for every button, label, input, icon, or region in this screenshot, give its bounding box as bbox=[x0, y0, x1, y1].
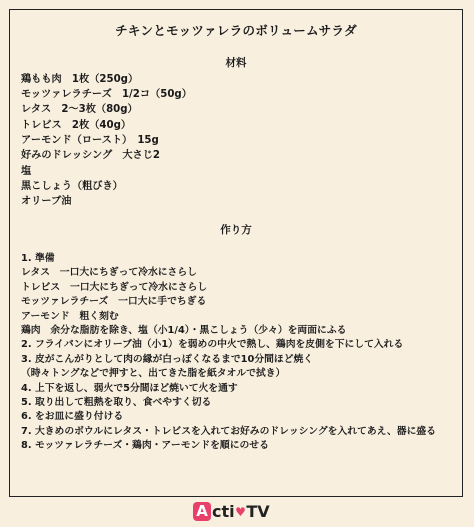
ingredients-list bbox=[21, 72, 456, 163]
step-line: アーモンド 粗く刻む bbox=[21, 310, 119, 322]
seasoning-item: オリーブ油 bbox=[21, 196, 72, 208]
step-line: 6. をお皿に盛り付ける bbox=[21, 411, 124, 423]
step-line: 1. 準備 bbox=[21, 253, 55, 264]
seasonings-list bbox=[21, 164, 123, 210]
step-line: 鶏肉 余分な脂肪を除き、塩（小1/4）・黒こしょう（少々）を両面にふる bbox=[21, 324, 347, 336]
ingredient-item: トレビス 2枚（40g） bbox=[21, 119, 132, 131]
step-line: 8. モッツァレラチーズ・鶏肉・アーモンドを順にのせる bbox=[21, 440, 269, 452]
method-heading: 作り方 bbox=[220, 224, 252, 236]
step-line: （時々トングなどで押すと、出てきた脂を紙タオルで拭き） bbox=[21, 368, 286, 380]
recipe-card bbox=[9, 9, 463, 497]
seasoning-item: 黒こしょう（粗びき） bbox=[21, 181, 123, 193]
ingredients-heading: 材料 bbox=[225, 57, 247, 69]
seasoning-item: 塩 bbox=[21, 166, 32, 177]
step-line: レタス 一口大にちぎって冷水にさらし bbox=[21, 267, 197, 279]
ingredient-item: 好みのドレッシング 大さじ2 bbox=[21, 149, 160, 161]
step-line: 3. 皮がこんがりとして肉の縁が白っぽくなるまで10分間ほど焼く bbox=[21, 353, 314, 365]
ingredient-item: アーモンド（ロースト） 15g bbox=[21, 134, 159, 146]
ingredient-item: モッツァレラチーズ 1/2コ（50g） bbox=[21, 89, 192, 101]
step-line: モッツァレラチーズ 一口大に手でちぎる bbox=[21, 296, 207, 308]
activitv-logo bbox=[193, 501, 281, 522]
step-line: 7. 大きめのボウルにレタス・トレビスを入れてお好みのドレッシングを入れてあえ、器に盛る bbox=[21, 425, 436, 437]
steps-list bbox=[21, 252, 458, 453]
step-line: 2. フライパンにオリーブ油（小1）を弱めの中火で熱し、鶏肉を皮側を下にして入れる bbox=[21, 339, 404, 351]
logo-text-ctiv: cti bbox=[212, 502, 235, 521]
ingredient-item: レタス 2〜3枚（80g） bbox=[21, 104, 138, 116]
heart-icon: ♥ bbox=[235, 504, 246, 519]
ingredient-item: 鶏もも肉 1枚（250g） bbox=[21, 74, 139, 85]
step-line: トレビス 一口大にちぎって冷水にさらし bbox=[21, 281, 208, 293]
step-line: 4. 上下を返し、弱火で5分間ほど焼いて火を通す bbox=[21, 382, 238, 394]
step-line: 5. 取り出して粗熱を取り、食べやすく切る bbox=[21, 396, 212, 408]
logo-text-tv: TV bbox=[246, 502, 270, 521]
logo-a-mark: A bbox=[193, 502, 211, 521]
recipe-title: チキンとモッツァレラのボリュームサラダ bbox=[115, 23, 357, 38]
